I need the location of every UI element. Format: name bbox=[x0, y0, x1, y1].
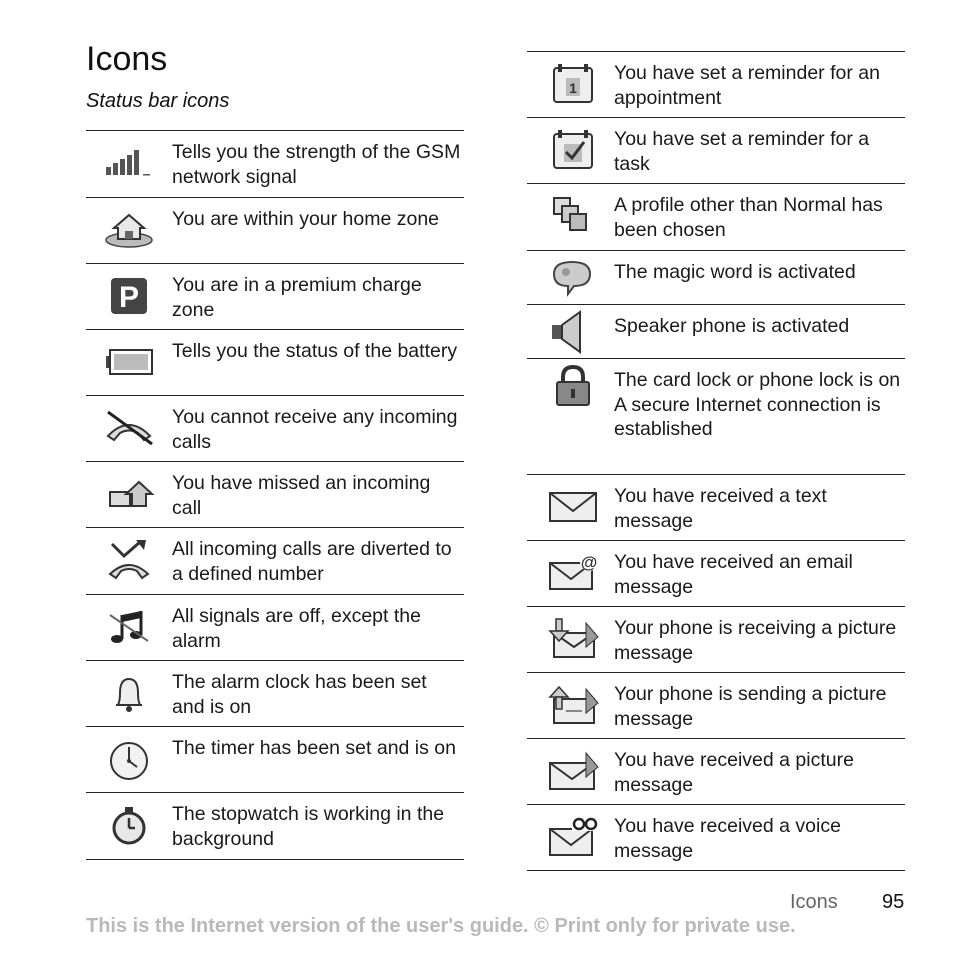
left-icon-table bbox=[86, 130, 464, 860]
row-text: You have missed an incoming call bbox=[172, 472, 431, 519]
row-text: You are within your home zone bbox=[172, 208, 440, 230]
table-row bbox=[86, 330, 464, 396]
row-text: You have received a voice message bbox=[614, 815, 841, 862]
sending-picture-message-icon bbox=[546, 683, 600, 727]
task-reminder-icon bbox=[546, 128, 600, 172]
footer-disclaimer: This is the Internet version of the user's guide. © Print only for private use. bbox=[86, 915, 796, 937]
signals-off-icon bbox=[102, 605, 156, 649]
timer-icon bbox=[102, 737, 156, 781]
table-row bbox=[86, 595, 464, 661]
table-row bbox=[527, 359, 905, 475]
stopwatch-icon bbox=[102, 803, 156, 847]
page-title: Icons bbox=[86, 40, 168, 78]
signal-strength-icon bbox=[102, 141, 156, 185]
email-message-icon bbox=[546, 551, 600, 595]
row-text: Your phone is sending a picture message bbox=[614, 683, 887, 730]
row-text: The alarm clock has been set and is on bbox=[172, 671, 427, 718]
table-row bbox=[527, 805, 905, 871]
table-row bbox=[527, 52, 905, 118]
row-text: All incoming calls are diverted to a defined number bbox=[172, 538, 452, 585]
missed-call-icon bbox=[102, 472, 156, 516]
row-text: Tells you the status of the battery bbox=[172, 340, 458, 362]
table-row bbox=[527, 673, 905, 739]
table-row bbox=[86, 198, 464, 264]
picture-message-icon bbox=[546, 749, 600, 793]
table-row bbox=[527, 118, 905, 184]
alarm-bell-icon bbox=[102, 671, 156, 715]
table-row bbox=[86, 793, 464, 860]
call-divert-icon bbox=[102, 538, 156, 582]
row-text: The card lock or phone lock is on A secure Internet connection is established bbox=[614, 369, 901, 440]
receiving-picture-message-icon bbox=[546, 617, 600, 661]
row-text: You have received a text message bbox=[614, 485, 827, 532]
section-subtitle: Status bar icons bbox=[86, 90, 230, 112]
table-row bbox=[86, 727, 464, 793]
appointment-reminder-icon bbox=[546, 62, 600, 106]
table-row bbox=[527, 184, 905, 251]
lock-icon bbox=[546, 363, 600, 407]
row-text: A profile other than Normal has been chosen bbox=[614, 194, 883, 241]
row-text: You have set a reminder for a task bbox=[614, 128, 870, 175]
row-text: You have received a picture message bbox=[614, 749, 854, 796]
premium-charge-icon bbox=[102, 274, 156, 318]
row-text: You are in a premium charge zone bbox=[172, 274, 422, 321]
row-text: Your phone is receiving a picture message bbox=[614, 617, 897, 664]
home-zone-icon bbox=[102, 208, 156, 252]
row-text: You cannot receive any incoming calls bbox=[172, 406, 458, 453]
table-row bbox=[86, 528, 464, 595]
svg-text:1: 1 bbox=[569, 80, 577, 96]
row-text: Speaker phone is activated bbox=[614, 315, 850, 337]
table-row bbox=[86, 462, 464, 528]
svg-text:@: @ bbox=[580, 553, 598, 572]
svg-text:P: P bbox=[118, 281, 140, 314]
table-row bbox=[86, 264, 464, 330]
row-text: All signals are off, except the alarm bbox=[172, 605, 421, 652]
table-row bbox=[527, 607, 905, 673]
table-row bbox=[527, 305, 905, 359]
speaker-icon bbox=[546, 310, 600, 354]
text-message-icon bbox=[546, 485, 600, 529]
magic-word-icon bbox=[546, 256, 600, 300]
voice-message-icon bbox=[546, 815, 600, 859]
footer-section-label: Icons bbox=[790, 891, 838, 913]
page-number: 95 bbox=[882, 891, 905, 913]
row-text: Tells you the strength of the GSM network signal bbox=[172, 141, 461, 188]
right-icon-table bbox=[527, 51, 905, 871]
row-text: You have received an email message bbox=[614, 551, 853, 598]
battery-icon bbox=[102, 340, 156, 384]
table-row bbox=[527, 541, 905, 607]
profile-icon bbox=[546, 194, 600, 238]
table-row bbox=[86, 661, 464, 727]
no-incoming-calls-icon bbox=[102, 406, 156, 450]
row-text: The timer has been set and is on bbox=[172, 737, 456, 759]
table-row bbox=[86, 131, 464, 198]
table-row bbox=[527, 251, 905, 305]
row-text: You have set a reminder for an appointment bbox=[614, 62, 880, 109]
table-row bbox=[86, 396, 464, 462]
row-text: The stopwatch is working in the background bbox=[172, 803, 445, 850]
table-row bbox=[527, 475, 905, 541]
row-text: The magic word is activated bbox=[614, 261, 856, 283]
table-row bbox=[527, 739, 905, 805]
